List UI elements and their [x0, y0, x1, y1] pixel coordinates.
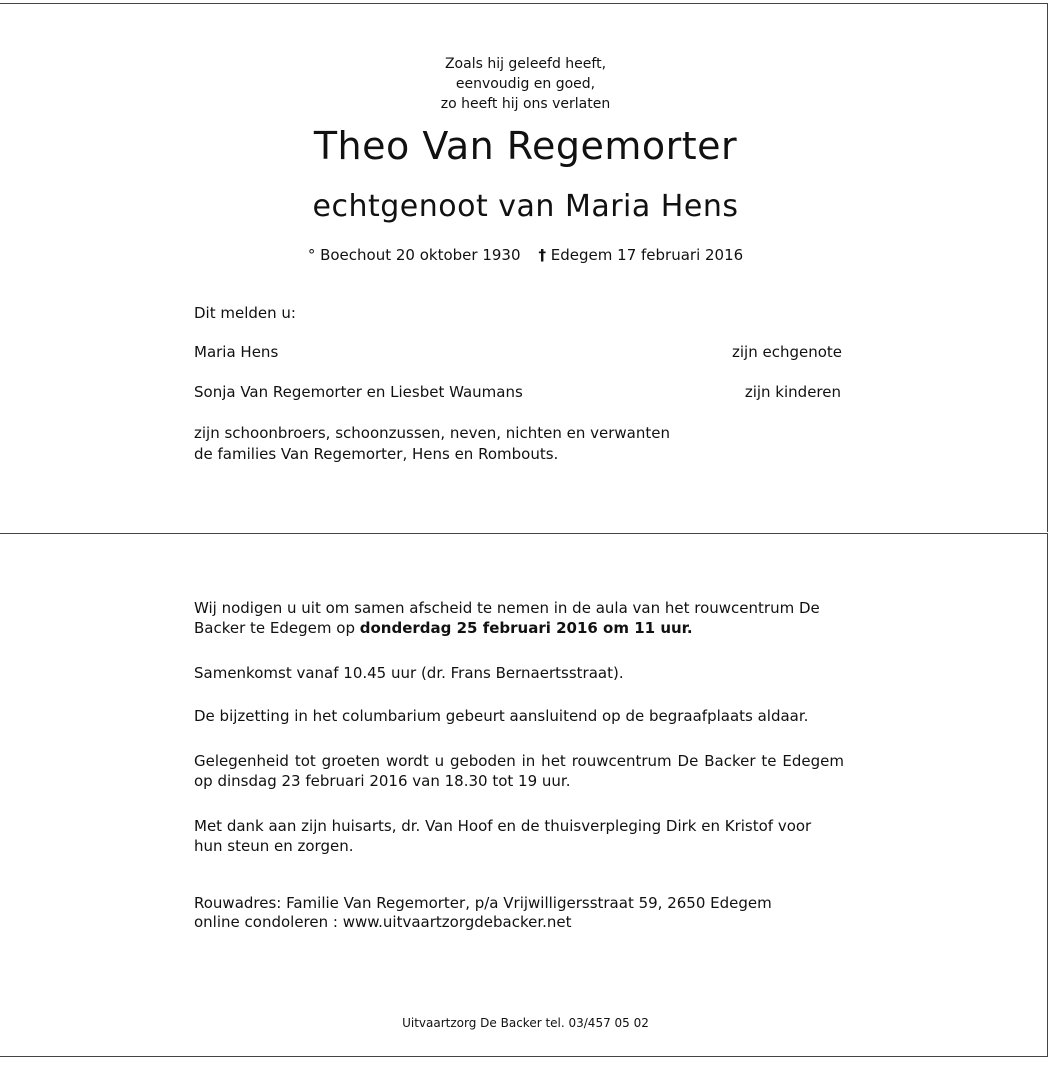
visitation-paragraph: Gelegenheid tot groeten wordt u geboden in het rouwcentrum De Backer te Edegem op dinsdag 23 februari 2016 van 18.30 tot 19 uur. [194, 752, 844, 790]
contact-block [194, 894, 772, 932]
motto-line-2: eenvoudig en goed, [455, 76, 596, 92]
other-relatives [194, 423, 670, 465]
birth-info: ° Boechout 20 oktober 1930 [307, 246, 521, 264]
motto-line-1: Zoals hij geleefd heeft, [444, 56, 607, 72]
gathering-text: Samenkomst vanaf 10.45 uur (dr. Frans Bernaertsstraat). [194, 664, 624, 682]
death-info: Edegem 17 februari 2016 [550, 246, 744, 264]
online-condolences: online condoleren : www.uitvaartzorgdebacker.net [194, 913, 572, 931]
thanks-paragraph: Met dank aan zijn huisarts, dr. Van Hoof en de thuisverpleging Dirk en Kristof voor hun steun en zorgen. [194, 817, 812, 855]
relative-name: Sonja Van Regemorter en Liesbet Waumans [194, 383, 523, 401]
invitation-date: donderdag 25 februari 2016 om 11 uur. [359, 619, 693, 637]
spouse-line: echtgenoot van Maria Hens [312, 189, 739, 224]
relative-relation: zijn echgenote [731, 343, 842, 361]
interment-text: De bijzetting in het columbarium gebeurt aansluitend op de begraafplaats aldaar. [194, 707, 809, 725]
invitation-text: Wij nodigen u uit om samen afscheid te nemen in de aula van het rouwcentrum De Backer te Edegem op [194, 599, 820, 637]
mourning-address: Rouwadres: Familie Van Regemorter, p/a Vrijwilligersstraat 59, 2650 Edegem [194, 894, 772, 912]
announcement-intro: Dit melden u: [194, 304, 296, 322]
motto [0, 54, 1051, 114]
relative-name: Maria Hens [194, 343, 279, 361]
relative-relation: zijn kinderen [744, 383, 841, 401]
cross-icon: † [538, 246, 547, 264]
funeral-home-footer: Uitvaartzorg De Backer tel. 03/457 05 02 [402, 1016, 649, 1030]
life-dates [0, 246, 1051, 264]
other-relatives-line-2: de families Van Regemorter, Hens en Rombouts. [194, 445, 559, 463]
motto-line-3: zo heeft hij ons verlaten [440, 96, 611, 112]
relative-row [194, 383, 841, 401]
other-relatives-line-1: zijn schoonbroers, schoonzussen, neven, nichten en verwanten [194, 424, 670, 442]
invitation-paragraph [194, 598, 844, 638]
relative-row [194, 343, 842, 361]
deceased-name: Theo Van Regemorter [313, 124, 738, 168]
